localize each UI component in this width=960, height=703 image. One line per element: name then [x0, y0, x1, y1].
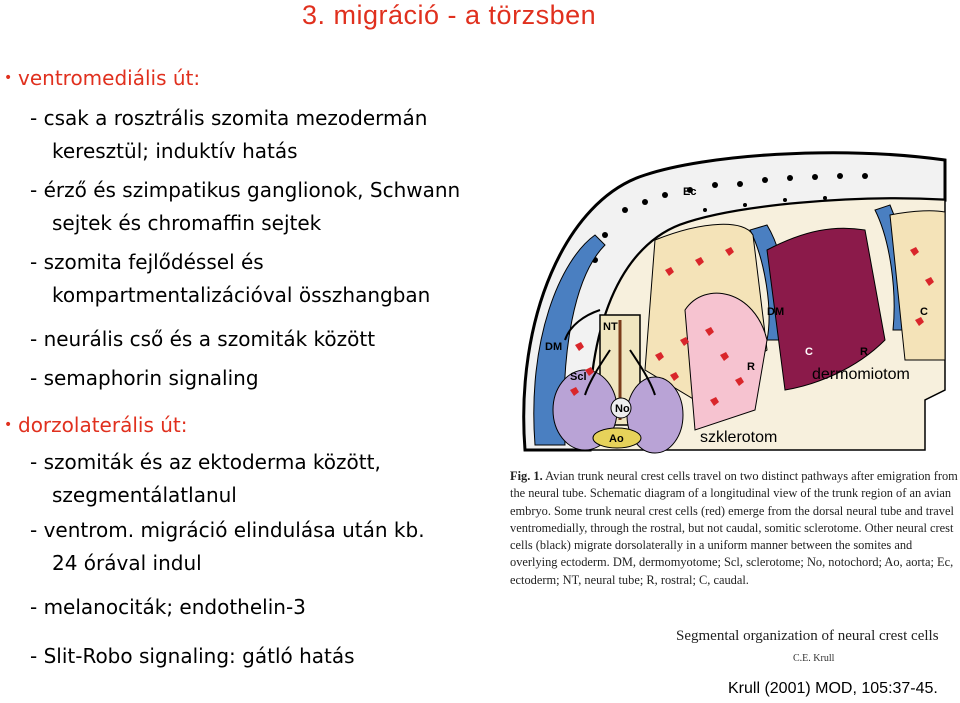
label-dm-top: DM	[767, 306, 785, 318]
bullet-icon: •	[4, 70, 13, 86]
embryo-diagram	[505, 140, 955, 465]
label-ao: Ao	[609, 433, 624, 445]
label-nt: NT	[603, 321, 618, 333]
section-heading-ventromedial	[4, 66, 200, 90]
caption-fig-label: Fig. 1.	[510, 469, 543, 483]
label-ec: Ec	[683, 186, 697, 198]
section-heading-text: ventromediális út:	[18, 66, 201, 90]
text-line: - szomiták és az ektoderma között,	[30, 450, 381, 474]
label-c-right: C	[920, 306, 928, 318]
label-no: No	[615, 403, 630, 415]
figure-caption	[510, 468, 958, 589]
label-r-mid: R	[747, 361, 755, 373]
text-line: - Slit-Robo signaling: gátló hatás	[30, 644, 355, 668]
text-line: - csak a rosztrális szomita mezodermán	[30, 106, 428, 130]
text-line: - érző és szimpatikus ganglionok, Schwann	[30, 178, 461, 202]
bullet-icon: •	[4, 417, 13, 433]
text-line: - ventrom. migráció elindulása után kb.	[30, 518, 425, 542]
label-dermomiotom: dermomiotom	[812, 366, 910, 383]
text-line: - semaphorin signaling	[30, 366, 259, 390]
text-line: - szomita fejlődéssel és	[30, 250, 264, 274]
section-heading-dorsolateral	[4, 413, 187, 437]
text-line: 24 órával indul	[52, 551, 202, 575]
label-scl: Scl	[570, 371, 587, 383]
label-r-right: R	[860, 346, 868, 358]
label-dm-left: DM	[545, 341, 563, 353]
text-line: - neurális cső és a szomiták között	[30, 327, 376, 351]
paper-title: Segmental organization of neural crest cells	[676, 628, 939, 644]
label-szklerotom: szklerotom	[700, 429, 778, 446]
caption-text: Avian trunk neural crest cells travel on two distinct pathways after emigration from the neural tube. Schematic diagram of a longitudinal view of the trunk region of an avian embryo. Some trunk neural crest cells (red) emerge from the dorsal neural tube and travel ventromedially, through the rostral, but not caudal, somitic sclerotome. Other neural crest cells (black) migrate dorsolaterally in a uniform manner between the somites and overlying ectoderm. DM, dermomyotome; Scl, sclerotome; No, notochord; Ao, aorta; Ec, ectoderm; NT, neural tube; R, rostral; C, caudal.	[510, 469, 958, 587]
text-line: keresztül; induktív hatás	[52, 139, 298, 163]
paper-author: C.E. Krull	[793, 653, 835, 664]
page-title: 3. migráció - a törzsben	[302, 0, 597, 30]
reference: Krull (2001) MOD, 105:37-45.	[728, 680, 938, 697]
text-line: - melanociták; endothelin-3	[30, 595, 306, 619]
text-line: sejtek és chromaffin sejtek	[52, 211, 322, 235]
label-c-mid: C	[805, 346, 813, 358]
text-line: szegmentálatlanul	[52, 483, 237, 507]
text-line: kompartmentalizációval összhangban	[52, 283, 431, 307]
section-heading-text: dorzolaterális út:	[18, 413, 188, 437]
